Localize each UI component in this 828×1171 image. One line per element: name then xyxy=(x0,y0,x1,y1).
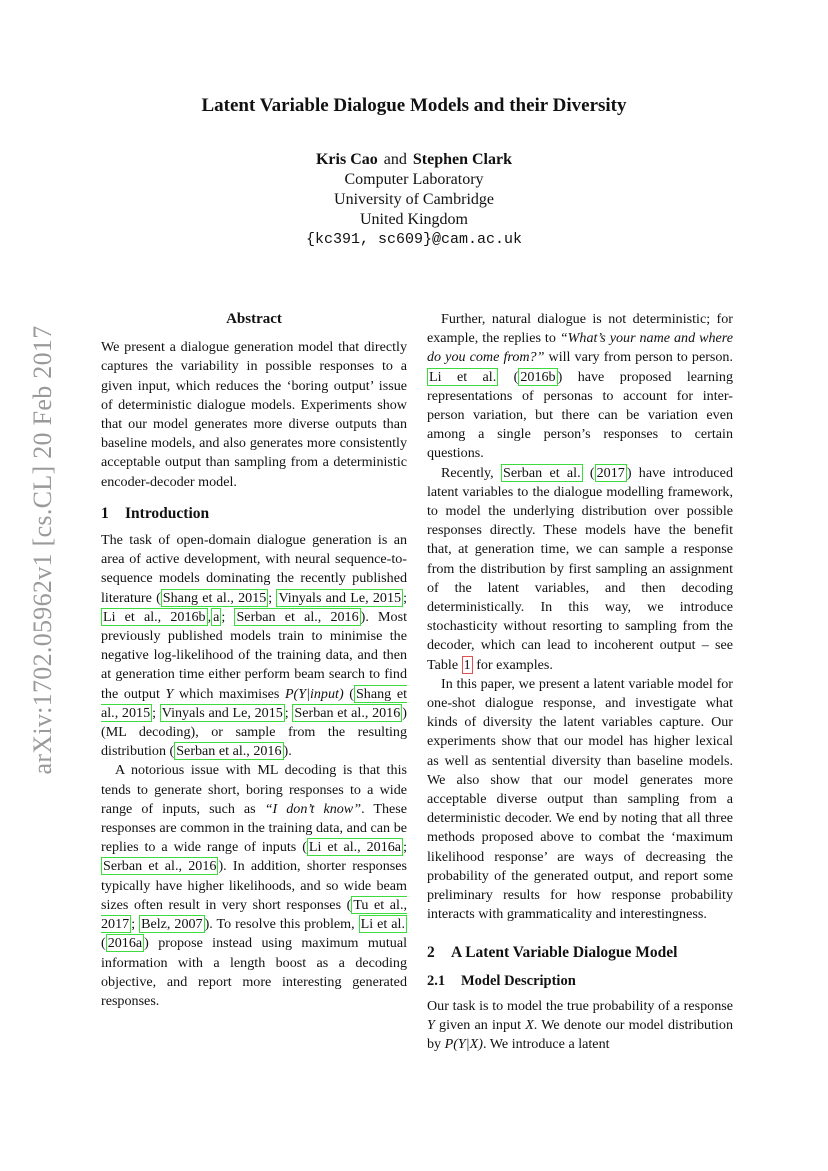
text-run: ; xyxy=(152,704,160,721)
paragraph xyxy=(101,531,407,761)
citation-link[interactable]: Li et al., 2016b xyxy=(103,608,206,625)
paragraph: In this paper, we present a latent variable model for one-shot dialogue response, and investigate what kinds of diversity the latent variables capture. Our experiments show that our model has higher lexical as well as sentential diversity than baseline models. We also show that our model generates more acceptable diverse output than sampling from a deterministic decoder. We end by noting that all three methods proposed above to combat the ‘maximum likelihood response’ are ways of decreasing the probability of the generated output, and report some preliminary results for how response probability interacts with grammaticality and interestingness. xyxy=(427,675,733,923)
text-run: . We introduce a latent xyxy=(482,1036,610,1053)
arxiv-sidebar xyxy=(18,240,68,860)
text-run: . These responses are common in the training data, and can be replies to a wide range of inputs ( xyxy=(101,800,408,856)
text-run: ). Most previously published models train to minimise the negative log-likelihood of the training data, and then at generation time either perform beam search to find the output xyxy=(101,608,407,702)
text-run: ; xyxy=(403,589,407,606)
affiliation-line: Computer Laboratory xyxy=(344,171,484,188)
citation-link[interactable]: Li et al. xyxy=(429,368,497,385)
arxiv-identifier: arXiv:1702.05962v1 [cs.CL] 20 Feb 2017 xyxy=(28,325,57,775)
abstract-text: We present a dialogue generation model that directly captures the variability in possible responses to a given input, which reduces the ‘boring output’ issue of deterministic dialogue models. Experiments show that our model generates more diverse outputs than baseline models, and also generates more consistently acceptable output than sampling from a deterministic encoder-decoder model. xyxy=(101,339,407,490)
text-run: ). In addition, shorter responses typically have higher likelihoods, and so wide beam sizes often result in very short responses ( xyxy=(101,858,407,913)
section-number: 1 xyxy=(101,504,109,522)
table-reference-link[interactable]: 1 xyxy=(463,656,471,673)
paragraph xyxy=(427,310,733,464)
quote: “What’s your name and where do you come from?” xyxy=(427,330,734,366)
citation-link[interactable]: Li et al., 2016a xyxy=(308,839,402,856)
text-run: Further, natural dialogue is not deterministic; for example, the replies to xyxy=(427,311,733,347)
author-block xyxy=(0,150,828,250)
text-run: ) have proposed learning representations of personas to account for inter-person variation, but there can be variation even among a single person’s responses to certain questions. xyxy=(427,368,734,462)
subsection-heading xyxy=(427,972,733,991)
subsection-number: 2.1 xyxy=(427,972,446,989)
text-run: ( xyxy=(101,935,106,952)
left-column xyxy=(101,310,407,1011)
citation-link[interactable]: 2017 xyxy=(596,464,625,481)
section-number: 2 xyxy=(427,943,435,961)
text-run: ; xyxy=(221,608,235,625)
paragraph xyxy=(427,997,733,1055)
text-run: ; xyxy=(403,839,407,856)
text-run: ) (ML decoding), or sample from the resulting distribution ( xyxy=(101,704,407,760)
citation-link[interactable]: 2016a xyxy=(107,935,143,952)
math-symbol: Y xyxy=(165,685,174,702)
text-run: ) have introduced latent variables to the dialogue modelling framework, to model the underlying distribution over possible responses directly. These models have the benefit that, at generation time, we can sample a response from the distribution by first sampling an assignment of the latent variables, and then decoding deterministically. In this way, we introduce stochasticity without resorting to sampling from the decoder, which can lead to incoherent output – see Table xyxy=(427,464,733,673)
text-run: which maximises xyxy=(173,685,285,702)
section-heading xyxy=(101,504,407,523)
section-title: A Latent Variable Dialogue Model xyxy=(451,943,678,961)
text-run: ; xyxy=(284,704,293,721)
citation-link[interactable]: Serban et al., 2016 xyxy=(236,608,359,625)
math-symbol: Y xyxy=(427,1017,435,1034)
citation-link[interactable]: Tu et al., 2017 xyxy=(101,896,407,933)
text-run: ( xyxy=(498,368,519,385)
text-run: ) propose instead using maximum mutual information with a length boost as a decoding objective, and report more interesting generated responses. xyxy=(101,935,407,1009)
text-run: ). xyxy=(283,743,292,760)
citation-link[interactable]: Li et al. xyxy=(360,916,405,933)
text-run: The task of open-domain dialogue generation is an area of active development, with neural sequence-to-sequence models dominating the recently published literature ( xyxy=(101,532,407,606)
paragraph xyxy=(427,464,733,675)
text-run: given an input xyxy=(434,1017,526,1034)
text-run: ; xyxy=(268,589,277,606)
citation-link[interactable]: Vinyals and Le, 2015 xyxy=(161,704,283,721)
citation-link[interactable]: Serban et al. xyxy=(503,464,581,481)
quote: “I don’t know” xyxy=(264,800,362,817)
author-email: {kc391, sc609}@cam.ac.uk xyxy=(305,231,523,248)
citation-link[interactable]: Vinyals and Le, 2015 xyxy=(278,589,402,606)
author-line xyxy=(0,150,828,170)
citation-link[interactable]: Serban et al., 2016 xyxy=(294,704,401,721)
section-heading xyxy=(427,943,733,962)
text-run: ( xyxy=(343,685,354,702)
abstract-heading: Abstract xyxy=(226,311,282,327)
author-conjunction: and xyxy=(383,151,407,168)
citation-link[interactable]: Shang et al., 2015 xyxy=(101,685,407,721)
right-column xyxy=(427,310,733,1055)
paper-title: Latent Variable Dialogue Models and their Diversity xyxy=(201,95,627,116)
citation-link[interactable]: a xyxy=(213,608,220,625)
affiliation-line: University of Cambridge xyxy=(334,191,494,208)
affiliation-line: United Kingdom xyxy=(360,211,468,228)
text-run: . We denote our model distribution by xyxy=(427,1017,734,1053)
text-run: Recently, xyxy=(441,464,502,481)
paragraph xyxy=(101,761,407,1011)
math-expression: P(Y|X) xyxy=(444,1036,483,1053)
citation-link[interactable]: Serban et al., 2016 xyxy=(176,743,282,760)
math-expression: P(Y|input) xyxy=(284,685,344,702)
subsection-title: Model Description xyxy=(461,972,576,989)
text-run: ( xyxy=(582,464,595,481)
text-run: for examples. xyxy=(472,656,553,673)
text-run: , xyxy=(207,608,212,625)
text-run: A notorious issue with ML decoding is that this tends to generate short, boring responses to a wide range of inputs, such as xyxy=(101,762,407,817)
citation-link[interactable]: Belz, 2007 xyxy=(141,916,203,933)
author-name: Kris Cao xyxy=(315,151,378,168)
text-run: Our task is to model the true probability of a response xyxy=(427,997,733,1014)
citation-link[interactable]: Shang et al., 2015 xyxy=(162,589,267,606)
author-name: Stephen Clark xyxy=(412,151,512,168)
text-run: ; xyxy=(131,916,140,933)
citation-link[interactable]: Serban et al., 2016 xyxy=(103,858,217,875)
citation-link[interactable]: 2016b xyxy=(520,368,556,385)
section-title: Introduction xyxy=(125,504,210,522)
text-run: ). To resolve this problem, xyxy=(204,916,359,933)
text-run: will vary from person to person. xyxy=(544,349,733,366)
math-symbol: X xyxy=(525,1017,534,1034)
